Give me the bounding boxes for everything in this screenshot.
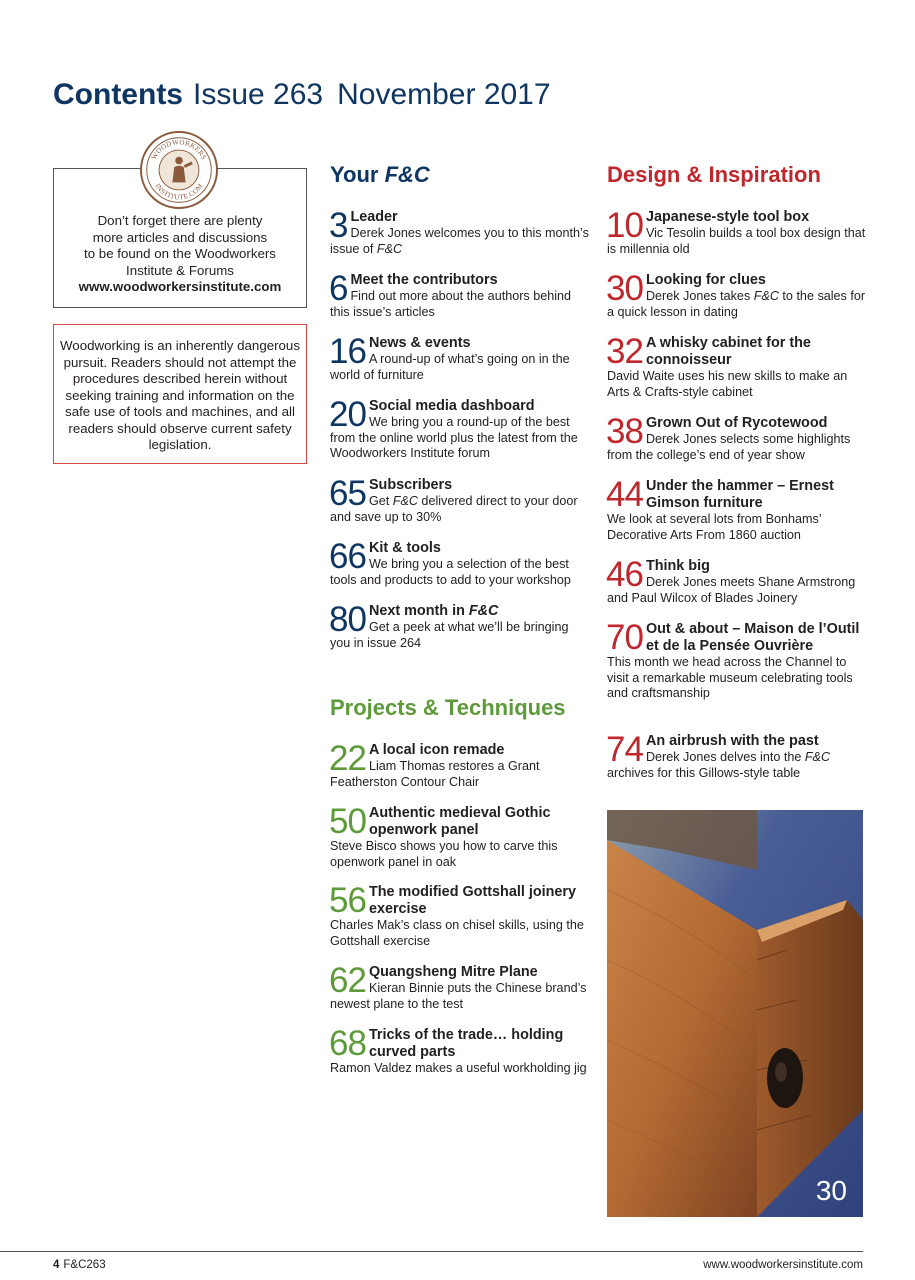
entry-desc: Derek Jones delves into the (645, 750, 805, 764)
entry-desc-italic: F&C (804, 750, 831, 764)
entry-title: Social media dashboard (368, 398, 535, 414)
entry-title: Looking for clues (645, 272, 766, 288)
entry-desc: This month we head across the Channel to visit a remarkable museum celebrating tools and craftsmanship (607, 655, 853, 700)
safety-warning-text: Woodworking is an inherently dangerous pursuit. Readers should not attempt the procedures described herein without seeking training and information on the safe use of tools and machines, and all readers should observe current safety legislation. (60, 338, 300, 452)
entry-desc: Derek Jones takes (645, 289, 754, 303)
footer-issue-code: F&C263 (63, 1259, 106, 1271)
entry-desc: We bring you a round-up of the best from the online world plus the latest from the Woodworkers Institute forum (330, 415, 578, 460)
toc-entry[interactable] (606, 618, 869, 702)
entry-title: Quangsheng Mitre Plane (368, 964, 538, 980)
page-number: 46 (606, 555, 643, 594)
entry-desc: Derek Jones welcomes you to this month’s issue of (330, 226, 589, 256)
seal-text-top: WOODWORKERS (149, 138, 209, 162)
woodworkers-institute-seal-icon (140, 131, 218, 209)
entry-title: Kit & tools (368, 540, 441, 556)
photo-page-reference: 30 (815, 1175, 847, 1206)
footer-divider (0, 1251, 863, 1252)
entry-desc-rest: archives for this Gillows-style table (607, 765, 801, 780)
entry-desc: Get a peek at what we’ll be bringing you in issue 264 (330, 620, 569, 650)
page-title: Contents (53, 78, 183, 111)
entry-title: Think big (645, 558, 710, 574)
entry-desc: Ramon Valdez makes a useful workholding jig (330, 1061, 587, 1075)
page-number: 80 (329, 600, 366, 639)
toc-entry[interactable] (329, 537, 592, 588)
page-number: 20 (329, 395, 366, 434)
toc-entry[interactable] (606, 730, 869, 781)
section-title-your-fc-a: Your (330, 162, 385, 187)
page-number: 68 (329, 1024, 366, 1063)
entry-desc-rest: to the sales for a quick lesson in dating (607, 289, 866, 319)
footer-folio (53, 1259, 106, 1271)
toc-entry[interactable] (329, 395, 592, 462)
safety-warning-box (53, 324, 307, 464)
footer-website-link[interactable]: www.woodworkersinstitute.com (703, 1259, 863, 1271)
entry-desc: Get (368, 494, 393, 508)
page-number: 16 (329, 332, 366, 371)
entry-title: An airbrush with the past (645, 733, 819, 749)
entry-title: The modified Gottshall joinery exercise (368, 884, 577, 917)
toc-entry[interactable] (329, 269, 592, 320)
toc-entry[interactable] (606, 555, 869, 606)
toc-entry[interactable] (606, 412, 869, 463)
toc-entry[interactable] (606, 269, 869, 320)
entry-title: Leader (350, 209, 398, 225)
info-line-2: more articles and discussions (92, 229, 268, 245)
entry-desc: Steve Bisco shows you how to carve this openwork panel in oak (330, 839, 558, 869)
entry-title: Tricks of the trade… holding curved parts (368, 1027, 564, 1060)
entry-desc: We look at several lots from Bonhams’ Decorative Arts From 1860 auction (607, 512, 822, 542)
entry-title-italic: F&C (468, 603, 499, 619)
page-number: 22 (329, 739, 366, 778)
entry-title: Meet the contributors (350, 272, 498, 288)
entry-desc: Liam Thomas restores a Grant Featherston Contour Chair (330, 759, 540, 789)
toc-entry[interactable] (329, 1024, 592, 1077)
toc-entry[interactable] (329, 600, 592, 651)
entry-desc: Find out more about the authors behind this issue’s articles (330, 289, 572, 319)
page-number: 10 (606, 206, 643, 245)
page-number: 62 (329, 961, 366, 1000)
page-number: 44 (606, 475, 643, 514)
entry-title: Subscribers (368, 477, 453, 493)
entry-title (330, 603, 592, 620)
toc-entry[interactable] (329, 802, 592, 870)
page-number: 56 (329, 881, 366, 920)
page-number: 32 (606, 332, 643, 371)
page-number: 6 (329, 269, 348, 308)
toc-entry[interactable] (329, 961, 592, 1012)
page-number: 70 (606, 618, 643, 657)
toc-entry[interactable] (329, 332, 592, 383)
toc-entry[interactable] (329, 881, 592, 949)
entry-title: A local icon remade (368, 742, 505, 758)
section-title-design: Design & Inspiration (607, 162, 821, 187)
entry-title: Under the hammer – Ernest Gimson furniture (645, 478, 834, 511)
toc-entry[interactable] (606, 475, 869, 543)
page-number: 3 (329, 206, 348, 245)
page-number: 65 (329, 474, 366, 513)
seal-text-bottom: INSTITUTE.COM (153, 181, 205, 202)
drawer-dovetail-photo (607, 810, 863, 1217)
entry-title: Out & about – Maison de l’Outil et de la Pensée Ouvrière (645, 621, 860, 654)
entry-desc-italic: F&C (376, 241, 403, 256)
entry-title: Authentic medieval Gothic openwork panel (368, 805, 551, 838)
entry-desc: Derek Jones meets Shane Armstrong and Paul Wilcox of Blades Joinery (607, 575, 856, 605)
toc-entry[interactable] (329, 739, 592, 790)
issue-date: November 2017 (337, 78, 551, 111)
page-number: 50 (329, 802, 366, 841)
page-number: 66 (329, 537, 366, 576)
page-number: 38 (606, 412, 643, 451)
section-title-your-fc (330, 162, 430, 188)
issue-number: Issue 263 (193, 78, 324, 111)
entry-desc-italic: F&C (392, 494, 418, 508)
entry-desc: Charles Mak’s class on chisel skills, using the Gottshall exercise (330, 918, 584, 948)
entry-title: A whisky cabinet for the connoisseur (645, 335, 811, 368)
info-line-1: Don’t forget there are plenty (97, 213, 263, 228)
section-title-your-fc-b: F&C (384, 162, 430, 187)
entry-desc: Kieran Binnie puts the Chinese brand’s newest plane to the test (330, 981, 587, 1011)
entry-title: Japanese-style tool box (645, 209, 810, 225)
entry-title-a: Next month in (368, 603, 469, 619)
website-link[interactable]: www.woodworkersinstitute.com (78, 279, 282, 294)
toc-entry[interactable] (329, 474, 592, 525)
entry-title: Grown Out of Rycotewood (645, 415, 828, 431)
toc-entry[interactable] (606, 332, 869, 400)
section-title-projects: Projects & Techniques (330, 695, 566, 720)
entry-title: News & events (368, 335, 471, 351)
entry-desc: A round-up of what’s going on in the world of furniture (330, 352, 570, 382)
entry-desc-italic: F&C (753, 289, 779, 303)
page-number: 74 (606, 730, 643, 769)
page-header (53, 78, 551, 112)
page-number: 30 (606, 269, 643, 308)
info-line-3: to be found on the Woodworkers (84, 246, 276, 261)
entry-desc: David Waite uses his new skills to make an Arts & Crafts-style cabinet (607, 369, 848, 399)
entry-desc: We bring you a selection of the best tools and products to add to your workshop (330, 557, 571, 587)
toc-entry[interactable] (329, 206, 592, 257)
info-line-4: Institute & Forums (126, 262, 234, 278)
footer-page-number: 4 (53, 1259, 60, 1271)
toc-entry[interactable] (606, 206, 869, 257)
entry-desc: Vic Tesolin builds a tool box design that is millennia old (607, 226, 866, 256)
entry-desc-rest: delivered direct to your door and save up to 30% (330, 494, 578, 524)
entry-desc: Derek Jones selects some highlights from the college’s end of year show (607, 432, 851, 462)
